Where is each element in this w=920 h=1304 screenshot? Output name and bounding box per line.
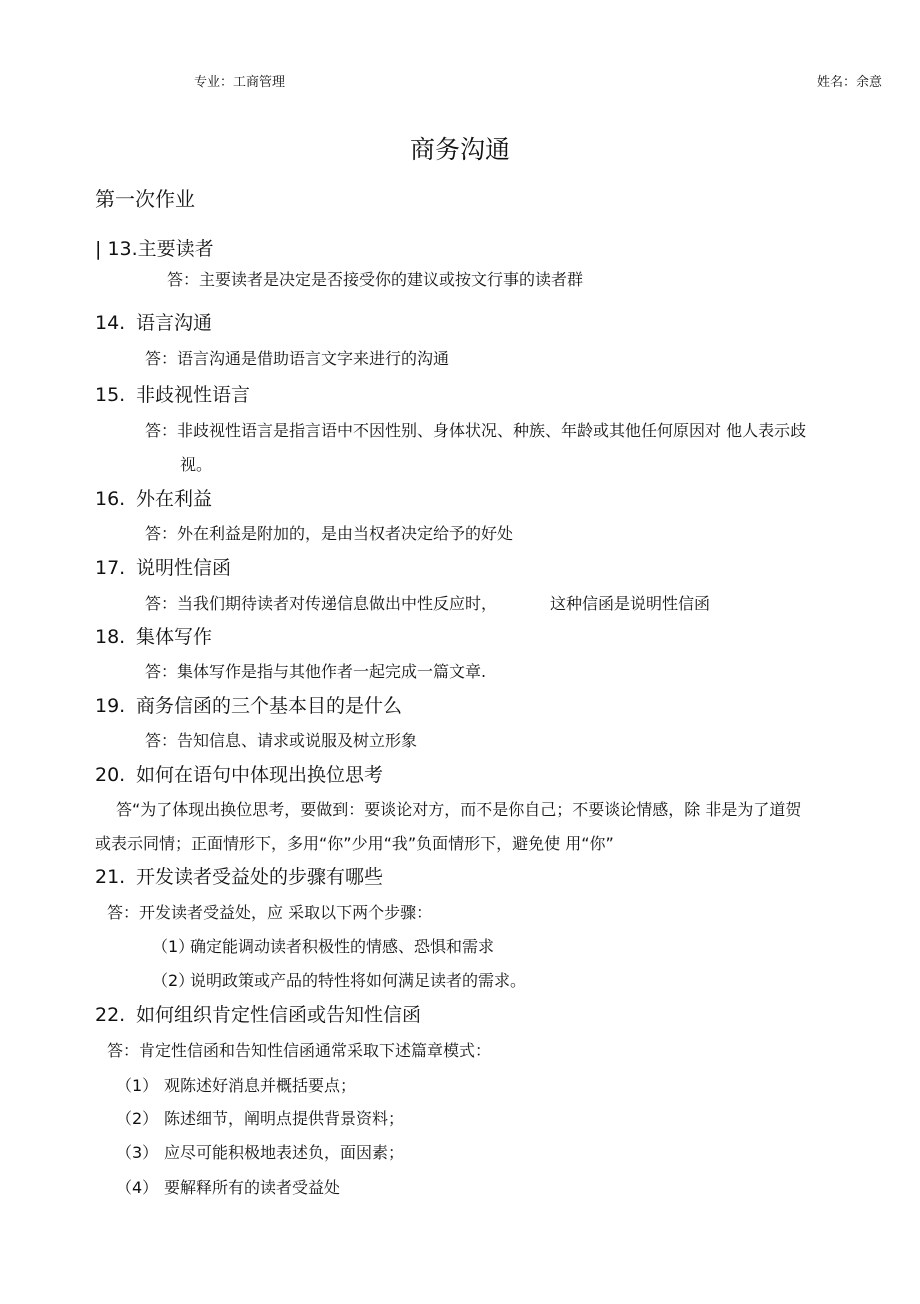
answer-16: 答：外在利益是附加的，是由当权者决定给予的好处 (145, 524, 514, 543)
list-item-text: 说明政策或产品的特性将如何满足读者的需求。 (190, 971, 527, 990)
section-heading: 第一次作业 (95, 187, 195, 211)
answer-14: 答：语言沟通是借助语言文字来进行的沟通 (145, 349, 450, 368)
list-item (116, 1073, 356, 1096)
question-17 (95, 553, 231, 580)
question-16 (95, 484, 212, 511)
answer-17-part-2: 这种信函是说明性信函 (550, 594, 711, 613)
question-number: 18. (95, 626, 126, 648)
answer-20-line-2: 或表示同情；正面情形下，多用“你”少用“我”负面情形下，避免使 用“你” (95, 834, 614, 853)
question-number: 14. (95, 312, 126, 334)
question-14 (95, 308, 212, 335)
answer-17-part-1: 答：当我们期待读者对传递信息做出中性反应时， (145, 594, 498, 613)
question-number: 21. (95, 866, 126, 888)
list-item-text: 陈述细节，阐明点提供背景资料； (164, 1109, 405, 1128)
list-item-number: （1） (152, 937, 195, 956)
question-number: 19. (95, 695, 126, 717)
question-number: 22. (95, 1004, 126, 1026)
header-name: 姓名：余意 (816, 75, 882, 90)
list-item-number: （1） (116, 1076, 159, 1095)
question-text: 非歧视性语言 (136, 384, 251, 406)
answer-20-line-1: 答“为了体现出换位思考，要做到：要谈论对方，而不是你自己；不要谈论情感，除 非是为了道贺 (116, 800, 802, 819)
answer-18: 答：集体写作是指与其他作者一起完成一篇文章. (145, 662, 487, 681)
question-text: 说明性信函 (136, 557, 232, 579)
list-item (152, 968, 526, 991)
header-major: 专业：工商管理 (194, 75, 286, 90)
list-item-number: （4） (116, 1178, 159, 1197)
question-text: 外在利益 (136, 488, 213, 510)
question-text: 如何在语句中体现出换位思考 (136, 764, 384, 786)
question-number: 15. (95, 384, 126, 406)
list-item-text: 观陈述好消息并概括要点； (164, 1076, 357, 1095)
list-item (152, 934, 494, 957)
answer-13: 答：主要读者是决定是否接受你的建议或按文行事的读者群 (167, 270, 584, 289)
question-text: 开发读者受益处的步骤有哪些 (136, 866, 384, 888)
question-15 (95, 380, 250, 407)
question-text: 如何组织肯定性信函或告知性信函 (136, 1004, 422, 1026)
question-text: 商务信函的三个基本目的是什么 (136, 695, 403, 717)
answer-21: 答：开发读者受益处，应 采取以下两个步骤： (107, 903, 433, 922)
question-text: 语言沟通 (136, 312, 213, 334)
answer-15-line-2: 视。 (180, 455, 213, 474)
answer-19: 答：告知信息、请求或说服及树立形象 (145, 731, 418, 750)
list-item-number: （2） (152, 971, 195, 990)
list-item (116, 1106, 404, 1129)
answer-15-line-1: 答：非歧视性语言是指言语中不因性别、身体状况、种族、年龄或其他任何原因对 他人表示歧 (145, 421, 807, 440)
list-item-text: 应尽可能积极地表述负，面因素； (164, 1143, 405, 1162)
list-item-number: （3） (116, 1143, 159, 1162)
list-item (116, 1140, 404, 1163)
list-item (116, 1175, 340, 1198)
page-title: 商务沟通 (409, 135, 510, 164)
answer-22: 答：肯定性信函和告知性信函通常采取下述篇章模式： (107, 1041, 492, 1060)
question-text: 集体写作 (136, 626, 213, 648)
question-number: 16. (95, 488, 126, 510)
question-19 (95, 691, 402, 718)
question-20 (95, 760, 383, 787)
list-item-text: 确定能调动读者积极性的情感、恐惧和需求 (190, 937, 495, 956)
question-18 (95, 622, 212, 649)
question-13: | 13.主要读者 (95, 238, 214, 260)
list-item-text: 要解释所有的读者受益处 (164, 1178, 341, 1197)
question-21 (95, 862, 383, 889)
question-number: 20. (95, 764, 126, 786)
question-number: 17. (95, 557, 126, 579)
list-item-number: （2） (116, 1109, 159, 1128)
question-22 (95, 1000, 421, 1027)
